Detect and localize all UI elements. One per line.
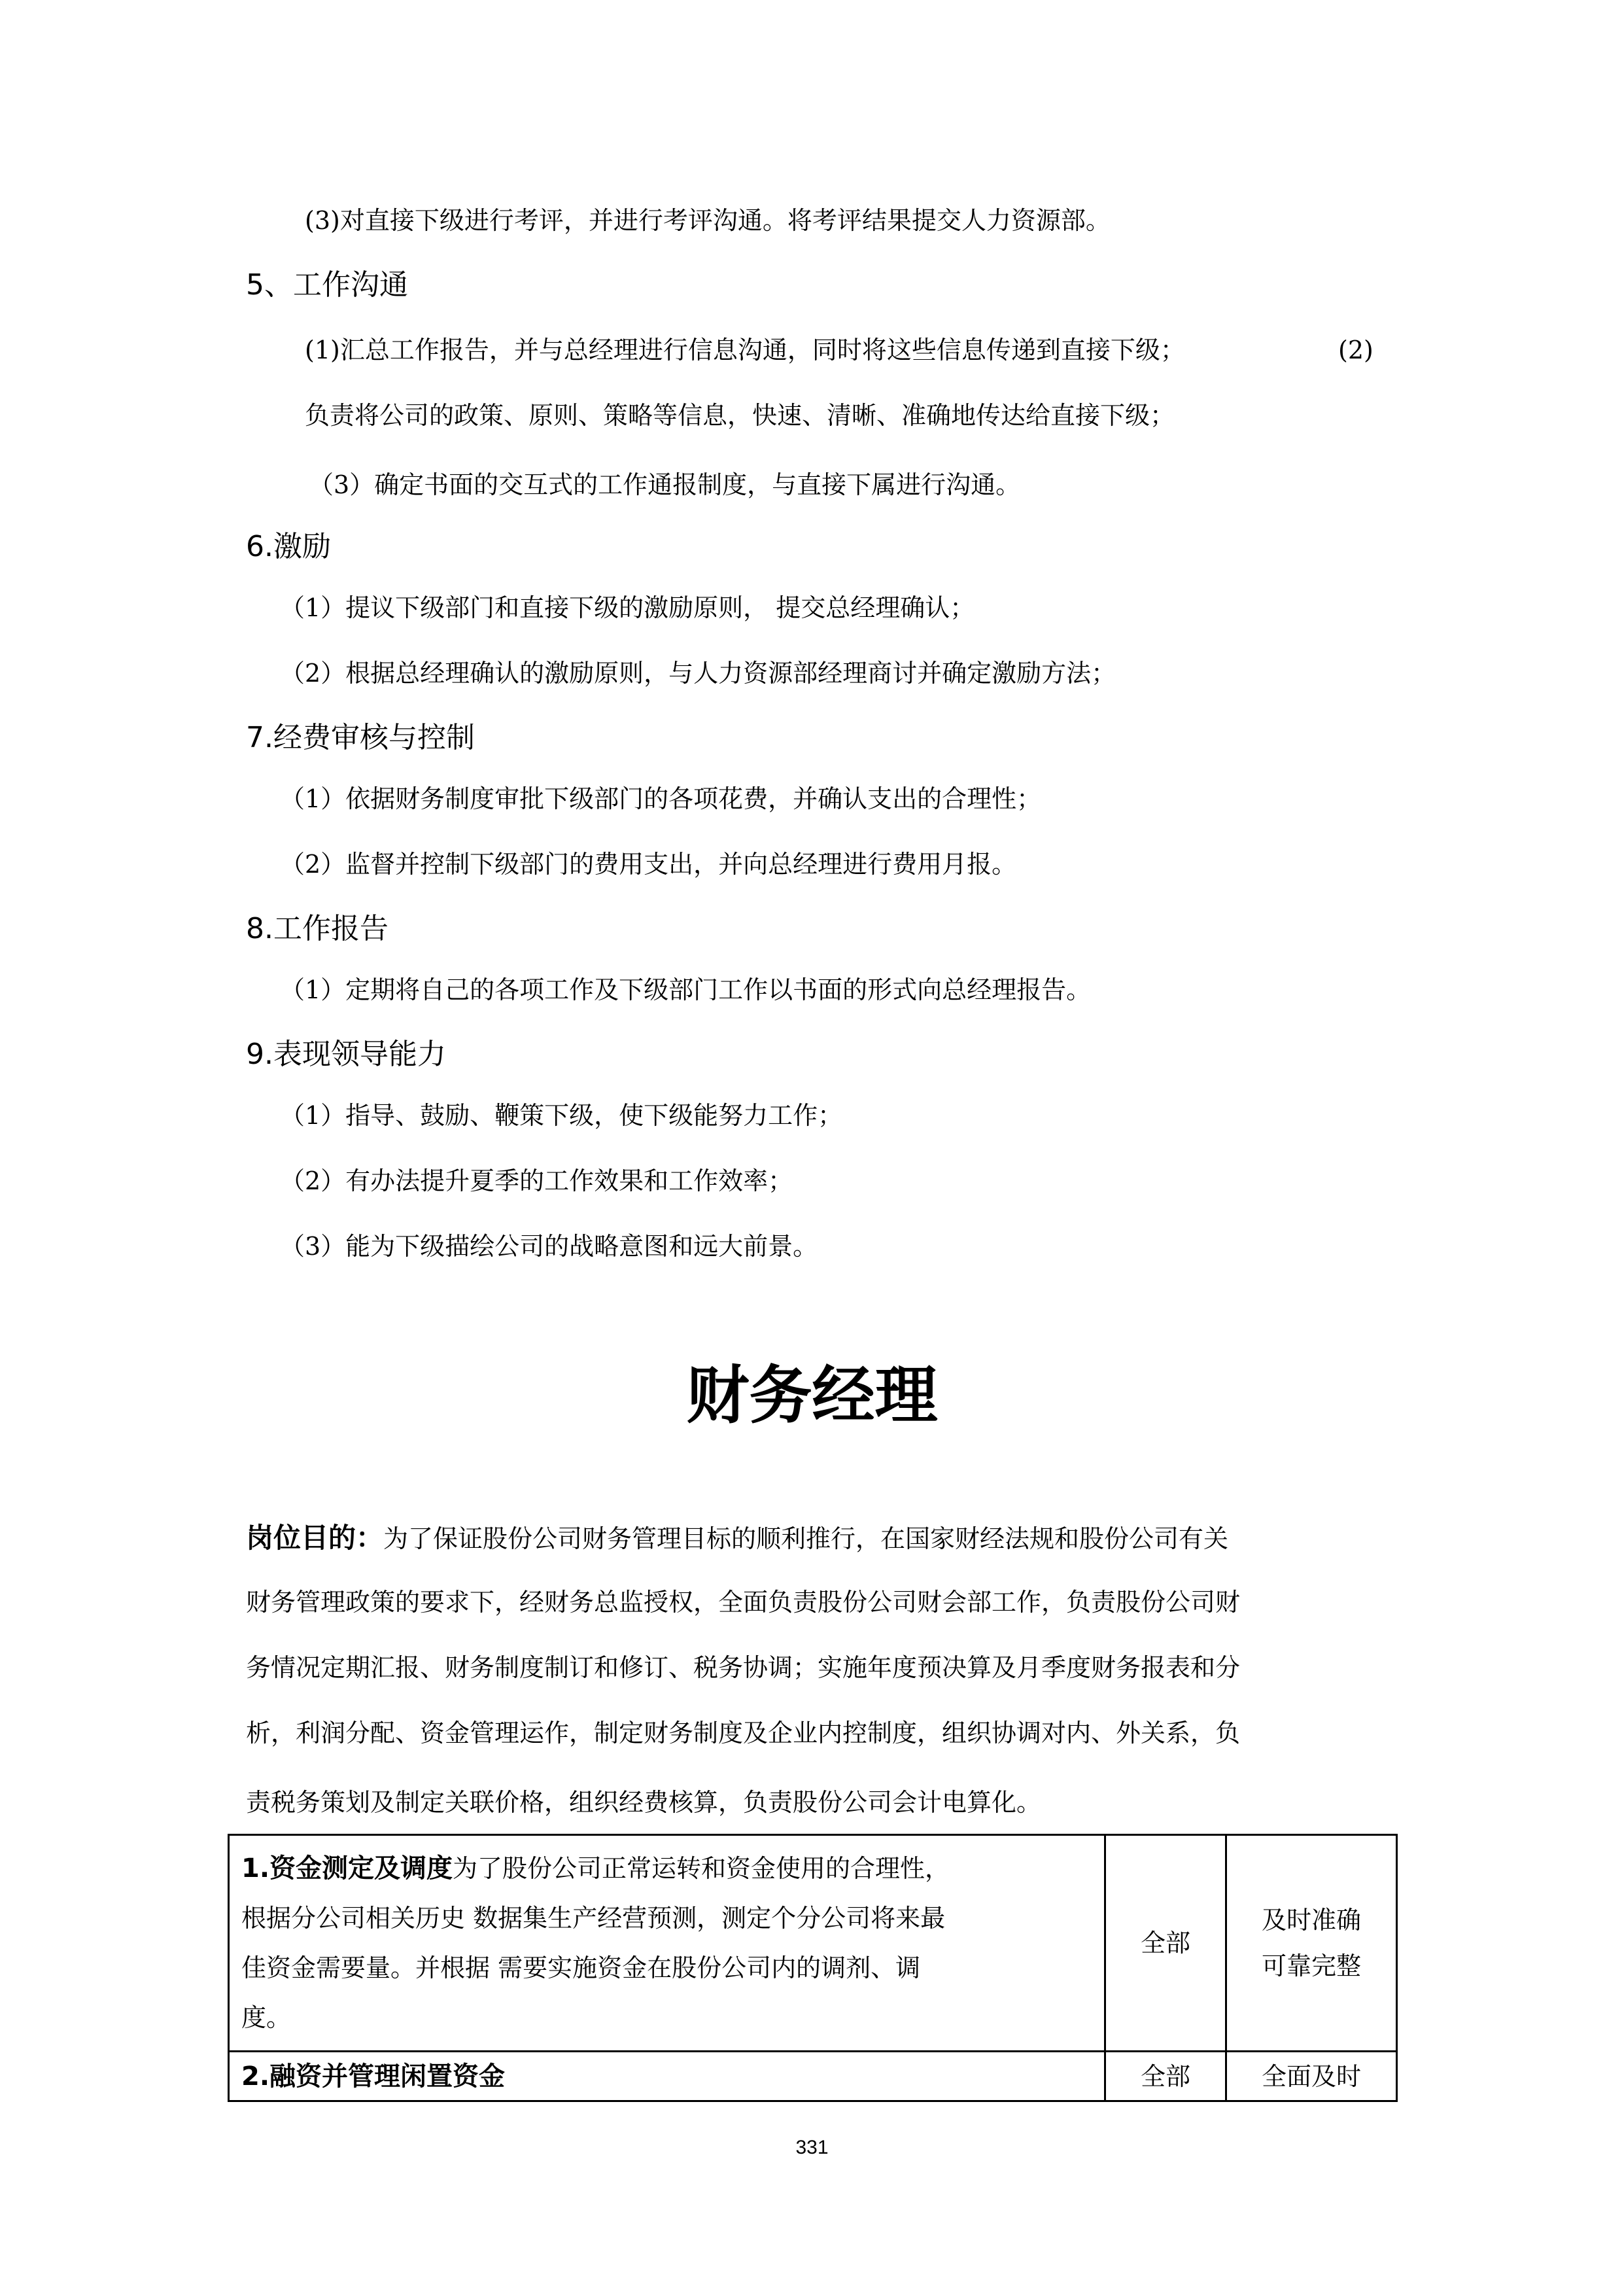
paragraph-9-3: （3）能为下级描绘公司的战略意图和远大前景。 <box>280 1232 818 1261</box>
duty-text-line: 佳资金需要量。并根据 需要实施资金在股份公司内的调剂、调 <box>241 1953 921 1982</box>
paragraph-9-2: （2）有办法提升夏季的工作效果和工作效率； <box>280 1166 793 1195</box>
duty-scope: 全部 <box>1140 1929 1190 1957</box>
paragraph-5-2: 负责将公司的政策、原则、策略等信息，快速、清晰、准确地传达给直接下级； <box>305 401 1175 430</box>
purpose-line-5: 责税务策划及制定关联价格，组织经费核算，负责股份公司会计电算化。 <box>246 1788 1042 1817</box>
purpose-line-2: 财务管理政策的要求下，经财务总监授权，全面负责股份公司财会部工作，负责股份公司财 <box>246 1588 1241 1617</box>
duty-standard-line: 及时准确 <box>1261 1906 1361 1935</box>
section-title: 财务经理 <box>686 1359 938 1432</box>
paragraph-5-1: (1)汇总工作报告，并与总经理进行信息沟通，同时将这些信息传递到直接下级； <box>305 336 1185 364</box>
purpose-text-1: 为了保证股份公司财务管理目标的顺利推行，在国家财经法规和股份公司有关 <box>383 1524 1229 1553</box>
purpose-line-4: 析，利润分配、资金管理运作，制定财务制度及企业内控制度，组织协调对内、外关系，负 <box>246 1719 1241 1747</box>
duty-title: 2.融资并管理闲置资金 <box>241 2061 506 2092</box>
purpose-line-1 <box>246 1524 1228 1552</box>
duty-scope: 全部 <box>1140 2061 1190 2091</box>
paragraph-7-1: （1）依据财务制度审批下级部门的各项花费，并确认支出的合理性； <box>280 784 1042 813</box>
purpose-label: 岗位目的： <box>246 1522 384 1554</box>
duty-scope-cell <box>1105 1835 1226 2052</box>
paragraph-6-2: （2）根据总经理确认的激励原则，与人力资源部经理商讨并确定激励方法； <box>280 659 1116 688</box>
duty-standard-cell <box>1226 2052 1397 2101</box>
duty-text-line: 度。 <box>241 2003 292 2032</box>
heading-7-budget-control: 7.经费审核与控制 <box>246 721 475 754</box>
paragraph-7-2: （2）监督并控制下级部门的费用支出，并向总经理进行费用月报。 <box>280 850 1017 879</box>
duty-description-cell <box>229 2052 1105 2101</box>
heading-6-incentive: 6.激励 <box>246 530 331 563</box>
duty-text-line: 根据分公司相关历史 数据集生产经营预测，测定个分公司将来最 <box>241 1904 946 1933</box>
duty-standard-line: 可靠完整 <box>1261 1952 1361 1980</box>
paragraph-8-1: （1）定期将自己的各项工作及下级部门工作以书面的形式向总经理报告。 <box>280 975 1092 1004</box>
duty-description-cell <box>229 1835 1105 2052</box>
duty-text-line: 为了股份公司正常运转和资金使用的合理性， <box>453 1854 950 1883</box>
duty-standard-line: 全面及时 <box>1261 2061 1361 2091</box>
heading-5-work-communication: 5、工作沟通 <box>246 268 408 302</box>
duty-scope-cell <box>1105 2052 1226 2101</box>
paragraph-5-2-marker: (2) <box>1338 336 1373 364</box>
table-row <box>229 2052 1397 2101</box>
page-number: 331 <box>795 2137 829 2158</box>
table-row <box>229 1835 1397 2052</box>
duties-table <box>228 1834 1398 2102</box>
paragraph-5-3: （3）确定书面的交互式的工作通报制度，与直接下属进行沟通。 <box>309 470 1021 499</box>
paragraph-9-1: （1）指导、鼓励、鞭策下级，使下级能努力工作； <box>280 1101 843 1130</box>
duty-standard-cell <box>1226 1835 1397 2052</box>
heading-8-work-report: 8.工作报告 <box>246 912 389 945</box>
heading-9-leadership: 9.表现领导能力 <box>246 1038 446 1071</box>
duty-title: 1.资金测定及调度 <box>241 1853 453 1883</box>
purpose-line-3: 务情况定期汇报、财务制度制订和修订、税务协调；实施年度预决算及月季度财务报表和分 <box>246 1653 1241 1682</box>
paragraph-6-1: （1）提议下级部门和直接下级的激励原则， 提交总经理确认； <box>280 593 975 622</box>
paragraph-4-3: (3)对直接下级进行考评，并进行考评沟通。将考评结果提交人力资源部。 <box>305 206 1111 235</box>
